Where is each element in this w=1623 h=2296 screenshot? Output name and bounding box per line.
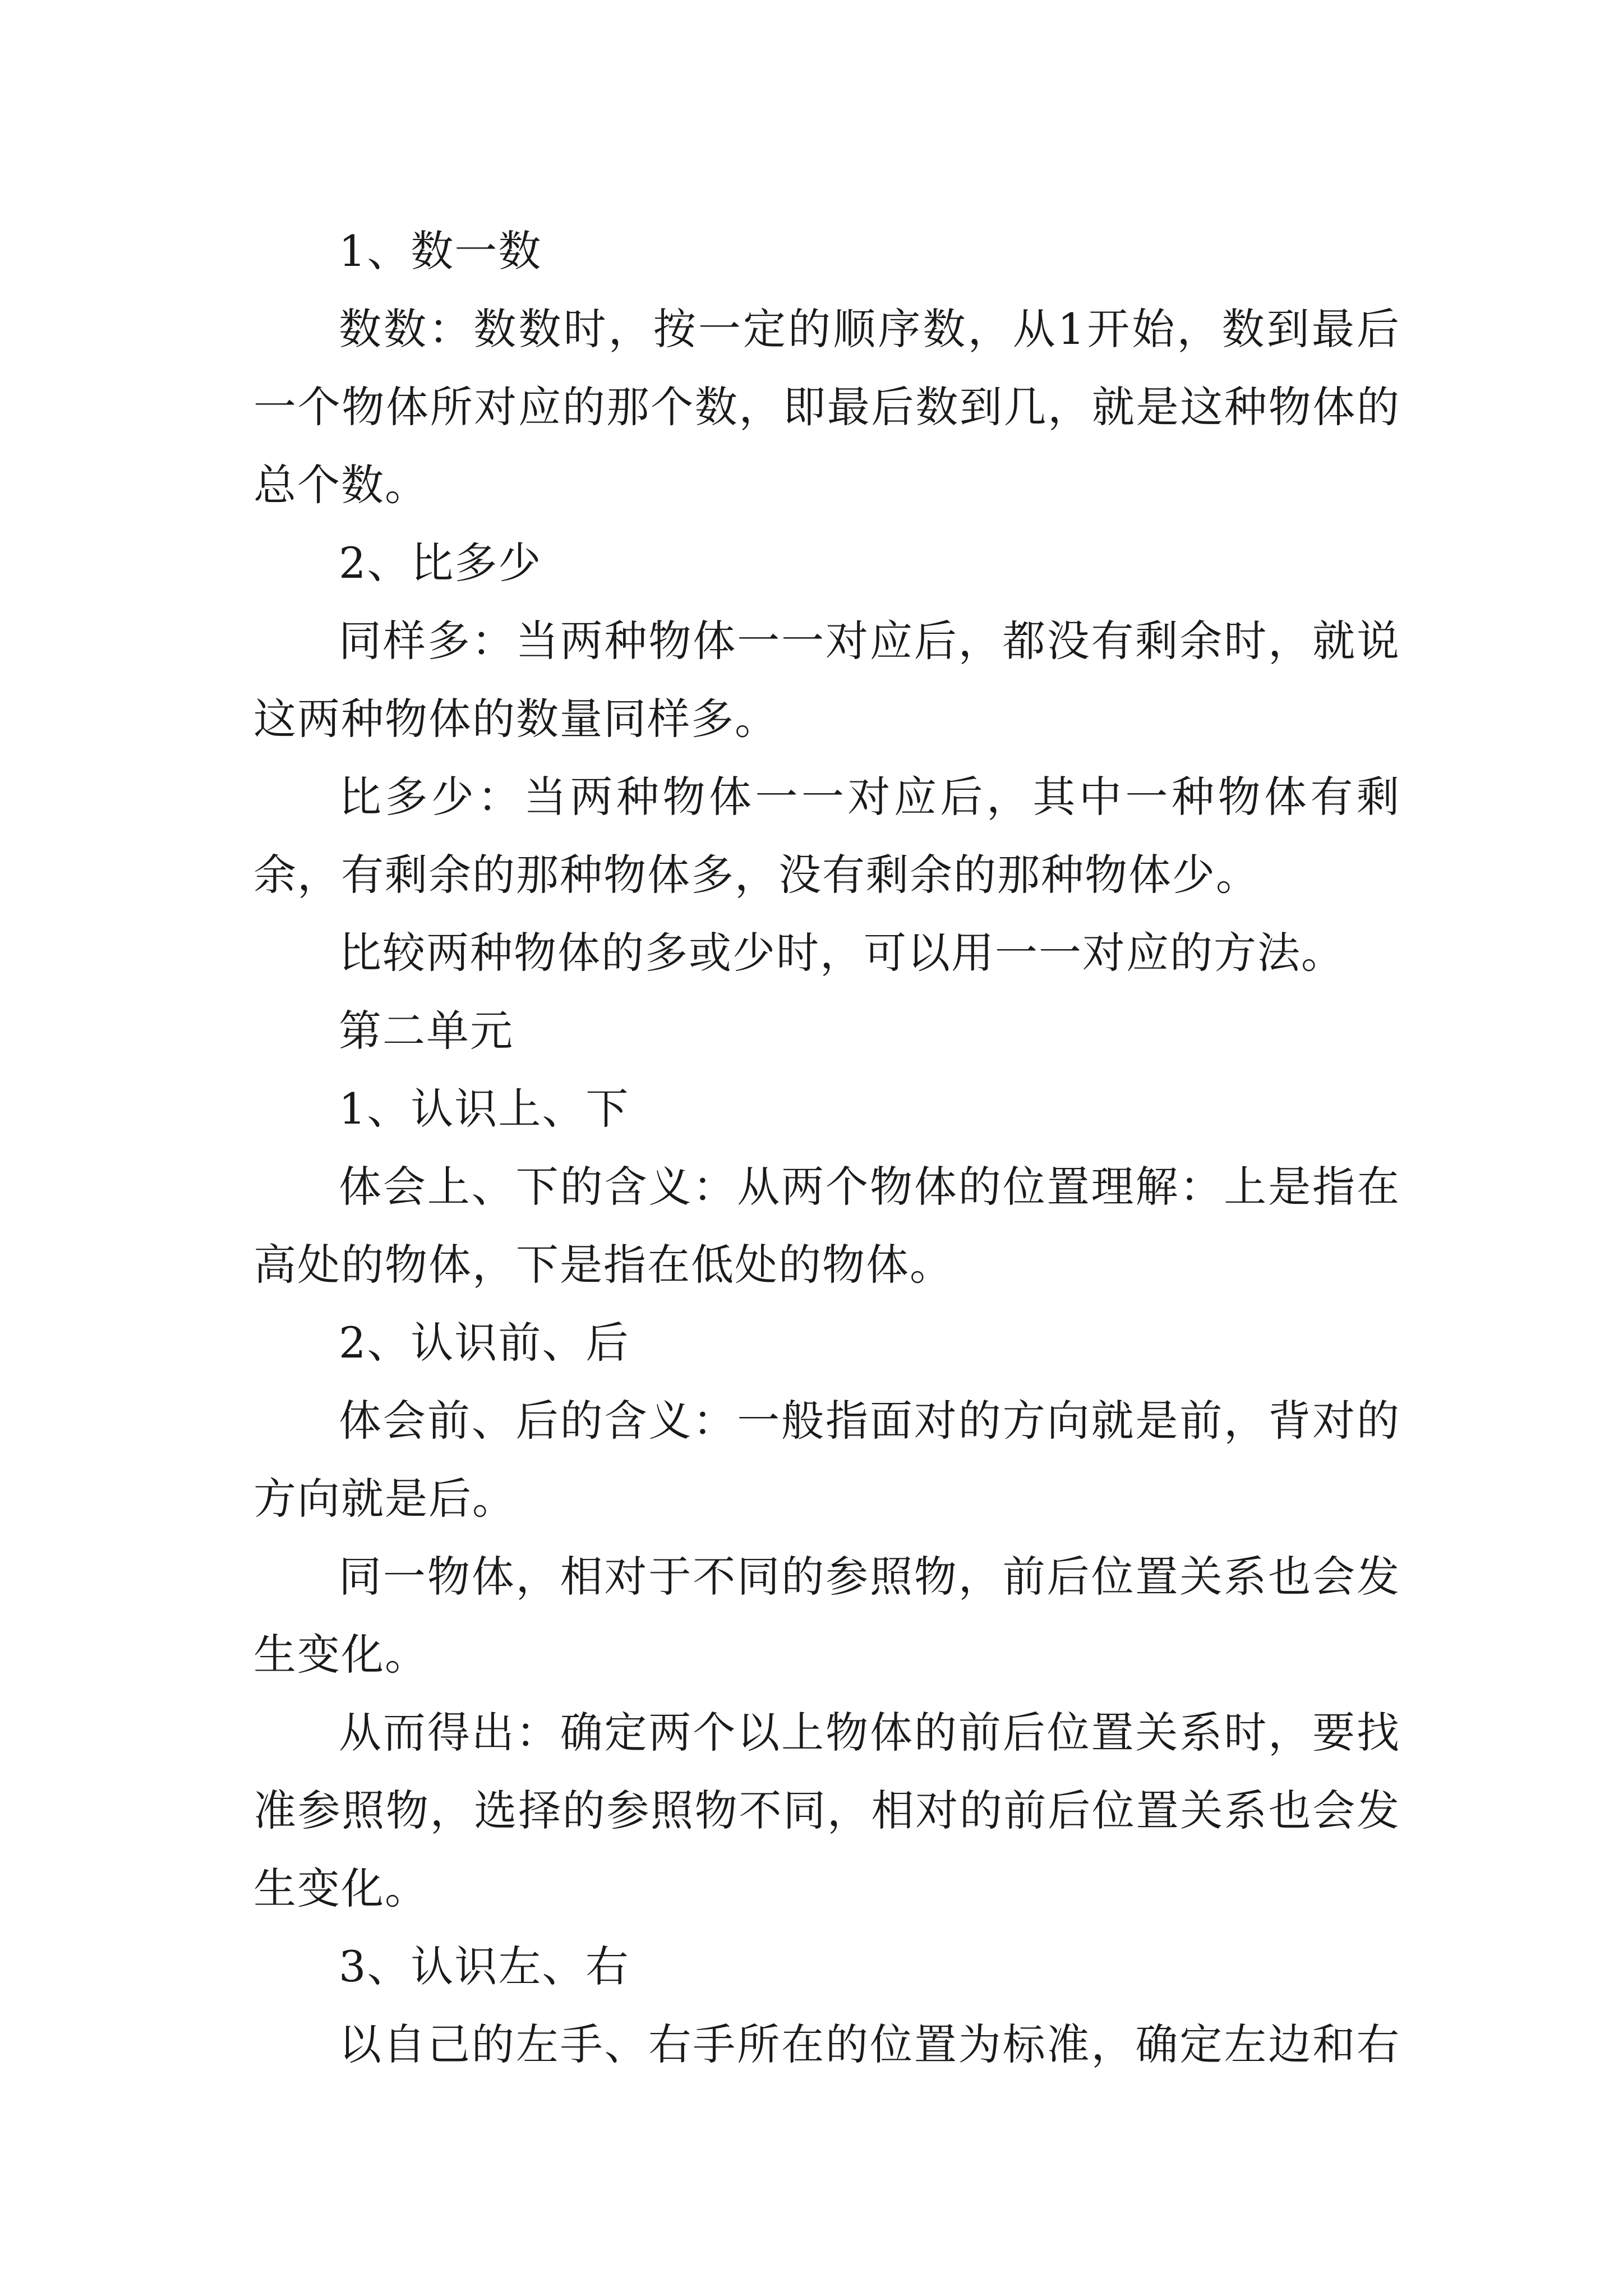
paragraph-left-right: 以自己的左手、右手所在的位置为标准，确定左边和右	[339, 2019, 1400, 2069]
paragraph-front-back: 体会前、后的含义：一般指面对的方向就是前，背对的方向就是后。	[253, 1396, 1400, 1524]
paragraph-conclusion: 从而得出：确定两个以上物体的前后位置关系时，要找准参照物，选择的参照物不同，相对的前后位置关系也会发生变化。	[253, 1708, 1400, 1913]
heading-left-right: 3、认识左、右	[339, 1941, 630, 1991]
paragraph-up-down: 体会上、下的含义：从两个物体的位置理解：上是指在高处的物体，下是指在低处的物体。	[253, 1162, 1400, 1290]
heading-compare: 2、比多少	[339, 538, 542, 588]
document-body	[253, 212, 1400, 2083]
paragraph-reference-change: 同一物体，相对于不同的参照物，前后位置关系也会发生变化。	[253, 1552, 1400, 1680]
paragraph-compare-method: 比较两种物体的多或少时，可以用一一对应的方法。	[339, 928, 1345, 978]
paragraph-more-less: 比多少：当两种物体一一对应后，其中一种物体有剩余，有剩余的那种物体多，没有剩余的那种物体少。	[253, 772, 1400, 900]
heading-front-back: 2、认识前、后	[339, 1318, 630, 1368]
heading-unit-two: 第二单元	[339, 1006, 514, 1056]
heading-up-down: 1、认识上、下	[339, 1084, 630, 1134]
paragraph-counting: 数数：数数时，按一定的顺序数，从1开始，数到最后一个物体所对应的那个数，即最后数到几，就是这种物体的总个数。	[253, 304, 1400, 510]
heading-count: 1、数一数	[339, 226, 542, 276]
paragraph-equal: 同样多：当两种物体一一对应后，都没有剩余时，就说这两种物体的数量同样多。	[253, 616, 1400, 744]
